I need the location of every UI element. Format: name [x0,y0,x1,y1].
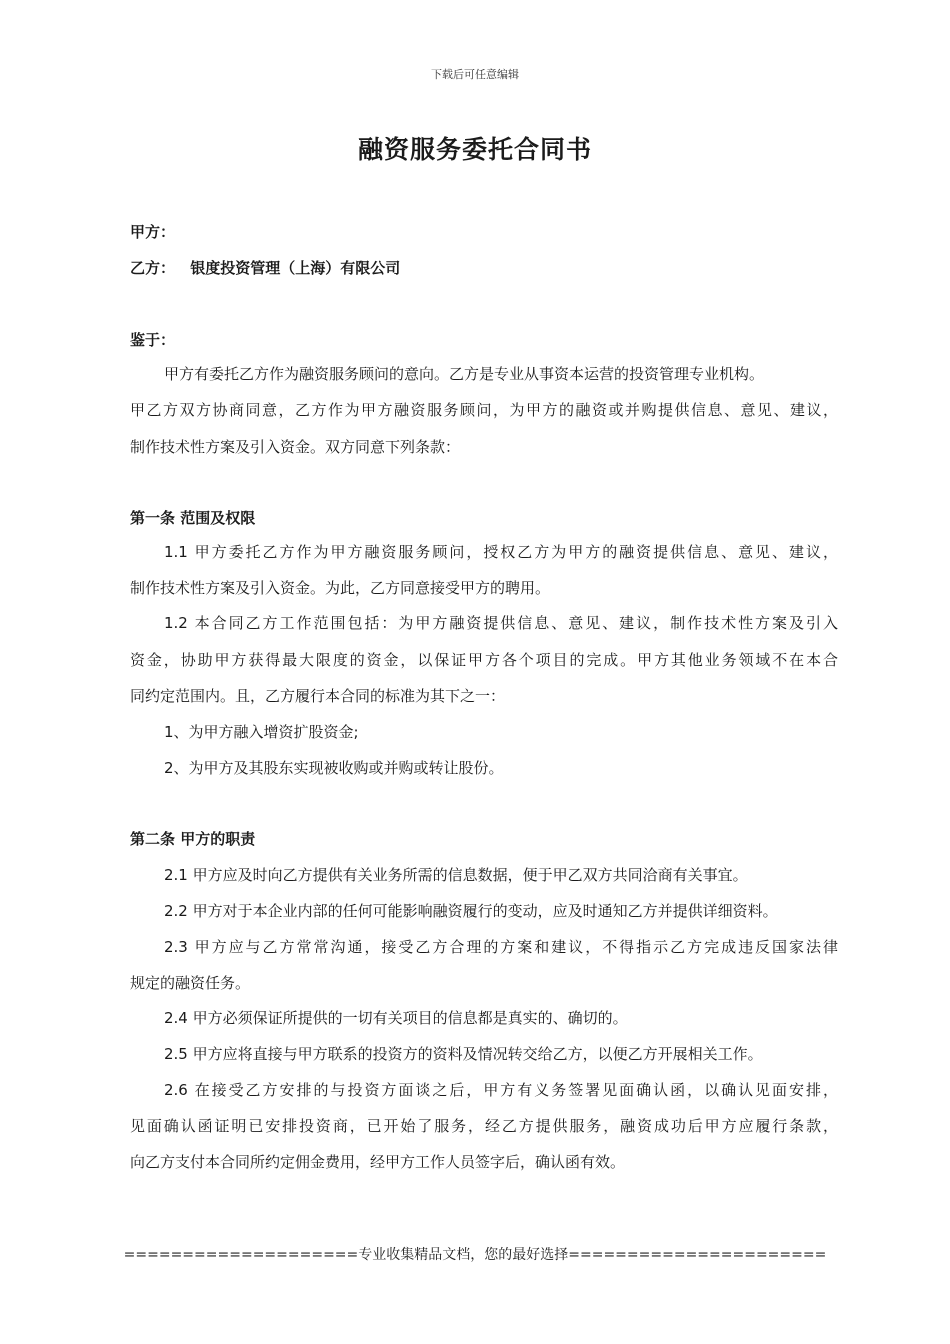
article1-line-2: 制作技术性方案及引入资金。为此，乙方同意接受甲方的聘用。 [130,579,551,597]
party-a-label: 甲方： [130,223,176,241]
party-b [130,258,838,278]
article2-heading: 第二条 甲方的职责 [130,830,256,848]
page-header-note: 下载后可任意编辑 [431,68,519,81]
page-footer: ====================专业收集精品文档，您的最好选择====================== [123,1247,827,1263]
article2-line-3: 2.3 甲方应与乙方常常沟通，接受乙方合理的方案和建议，不得指示乙方完成违反国家法律 [164,938,838,956]
article2-line-1: 2.1 甲方应及时向乙方提供有关业务所需的信息数据，便于甲乙双方共同洽商有关事宜。 [164,866,748,884]
article1-item-1: 1、为甲方融入增资扩股资金; [164,723,359,741]
article2-line-4: 规定的融资任务。 [130,974,251,992]
article2-line-5: 2.4 甲方必须保证所提供的一切有关项目的信息都是真实的、确切的。 [164,1009,628,1027]
whereas-heading: 鉴于： [130,331,176,349]
article2-line-9: 向乙方支付本合同所约定佣金费用，经甲方工作人员签字后，确认函有效。 [130,1153,626,1171]
party-b-label: 乙方： [130,259,176,277]
party-b-name: 银度投资管理（上海）有限公司 [190,259,401,277]
article1-line-4: 资金，协助甲方获得最大限度的资金，以保证甲方各个项目的完成。甲方其他业务领域不在本合 [130,651,838,669]
whereas-line-2: 甲乙方双方协商同意，乙方作为甲方融资服务顾问，为甲方的融资或并购提供信息、意见、建议， [130,401,838,419]
article1-line-1: 1.1 甲方委托乙方作为甲方融资服务顾问，授权乙方为甲方的融资提供信息、意见、建议， [164,543,838,561]
article2-line-7: 2.6 在接受乙方安排的与投资方面谈之后，甲方有义务签署见面确认函，以确认见面安排， [164,1081,838,1099]
whereas-line-3: 制作技术性方案及引入资金。双方同意下列条款： [130,438,461,456]
article1-line-3: 1.2 本合同乙方工作范围包括：为甲方融资提供信息、意见、建议，制作技术性方案及引入 [164,614,838,632]
article2-line-8: 见面确认函证明已安排投资商，已开始了服务，经乙方提供服务，融资成功后甲方应履行条款， [130,1117,838,1135]
article1-line-5: 同约定范围内。且，乙方履行本合同的标准为其下之一： [130,687,506,705]
article1-heading: 第一条 范围及权限 [130,509,256,527]
document-title: 融资服务委托合同书 [357,135,592,164]
article1-item-2: 2、为甲方及其股东实现被收购或并购或转让股份。 [164,759,504,777]
whereas-line-1: 甲方有委托乙方作为融资服务顾问的意向。乙方是专业从事资本运营的投资管理专业机构。 [164,365,765,383]
article2-line-2: 2.2 甲方对于本企业内部的任何可能影响融资履行的变动，应及时通知乙方并提供详细资料。 [164,902,778,920]
article2-line-6: 2.5 甲方应将直接与甲方联系的投资方的资料及情况转交给乙方，以便乙方开展相关工作。 [164,1045,763,1063]
